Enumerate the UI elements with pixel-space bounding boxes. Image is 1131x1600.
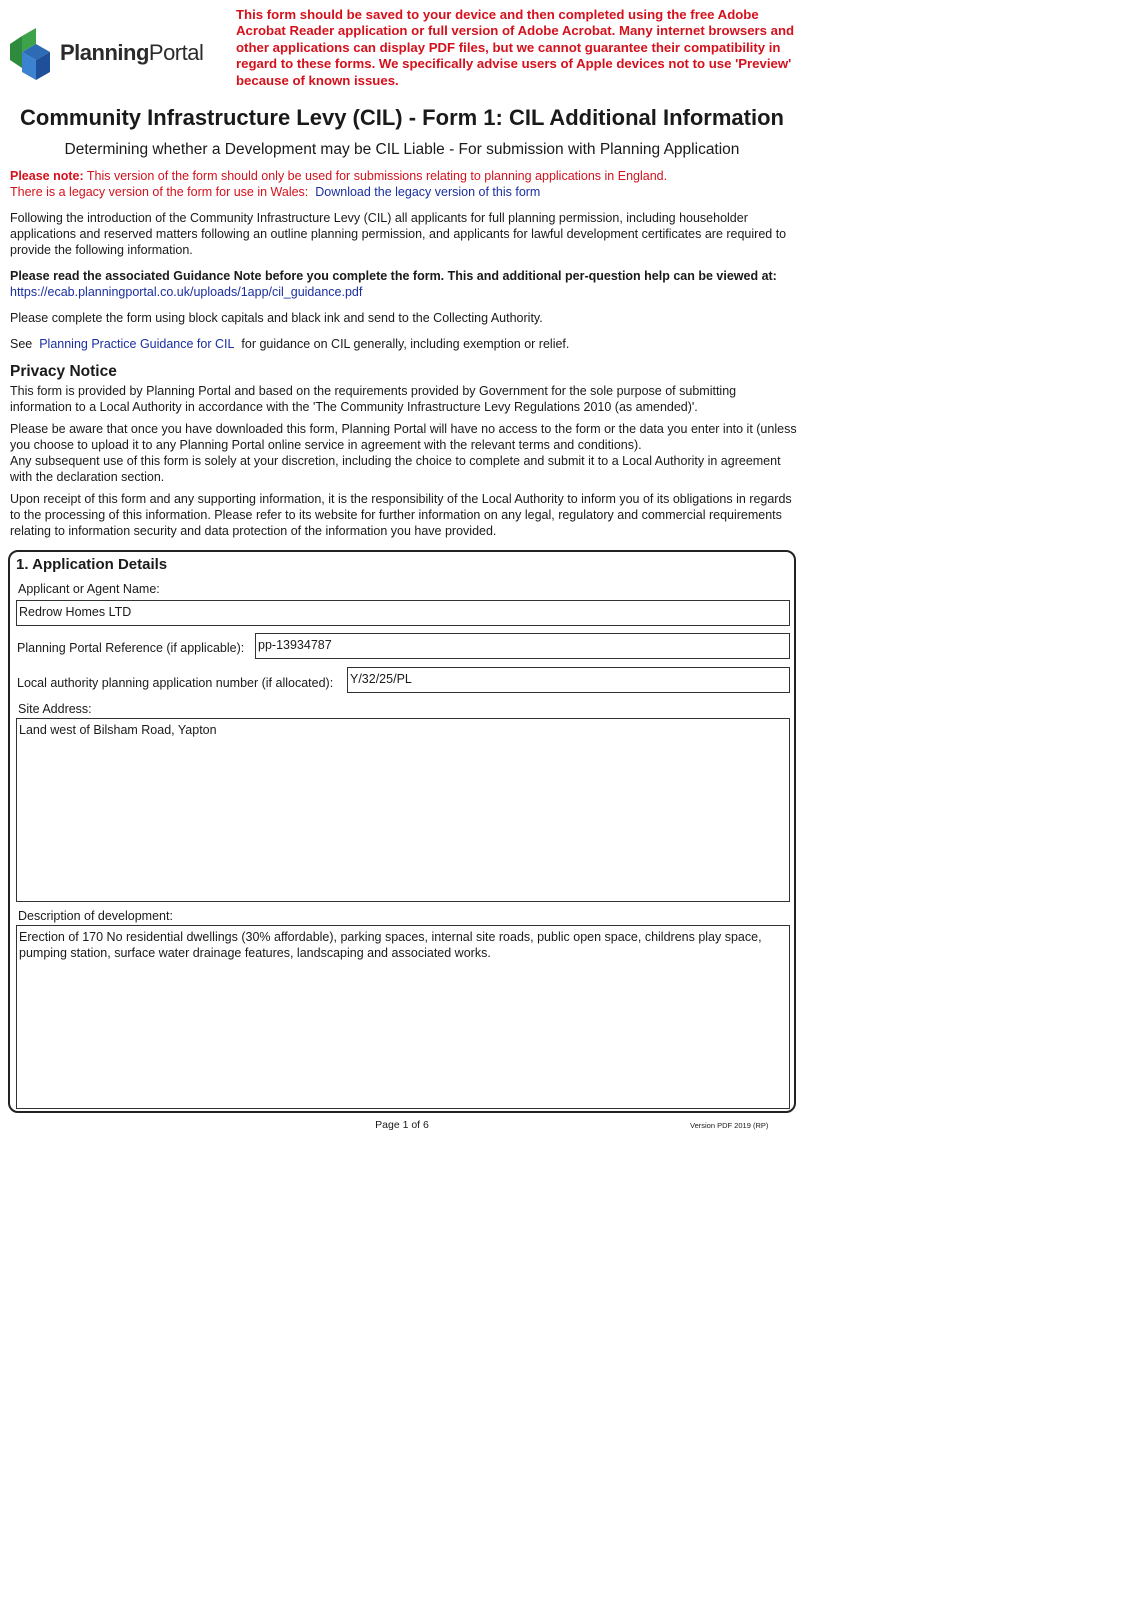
la-number-label: Local authority planning application number (if allocated): — [17, 676, 334, 690]
see-guidance-line — [10, 336, 800, 352]
privacy-p4: Upon receipt of this form and any supporting information, it is the responsibility of the Local Authority to inform you of its obligations in regards to the processing of this information. Please refer to its website for further information on any legal, regulatory and commercial requirements relating to information security and data protection of the information you have provided. — [10, 492, 792, 538]
legacy-form-link[interactable]: Download the legacy version of this form — [315, 185, 541, 199]
application-details-section — [8, 550, 796, 1113]
applicant-name-field[interactable]: Redrow Homes LTD — [16, 600, 790, 626]
portal-reference-field[interactable]: pp-13934787 — [255, 633, 790, 659]
block-capitals-instruction: Please complete the form using block capitals and black ink and send to the Collecting Authority. — [10, 311, 543, 325]
guidance-link[interactable]: https://ecab.planningportal.co.uk/uploads/1app/cil_guidance.pdf — [10, 285, 363, 299]
privacy-p3: Any subsequent use of this form is solely at your discretion, including the choice to complete and submit it to a Local Authority in agreement with the declaration section. — [10, 454, 781, 484]
description-field[interactable]: Erection of 170 No residential dwellings (30% affordable), parking spaces, internal site roads, public open space, childrens play space, pumping station, surface water drainage features, landscaping and associated works. — [16, 925, 790, 1109]
privacy-heading: Privacy Notice — [10, 363, 117, 380]
privacy-p1: This form is provided by Planning Portal and based on the requirements provided by Government for the sole purpose of submitting information to a Local Authority in accordance with the 'The Community Infrastructure Levy Regulations 2010 (as amended)'. — [10, 384, 737, 414]
guidance-text: Please read the associated Guidance Note before you complete the form. This and additional per-question help can be viewed at: — [10, 269, 777, 283]
note-text: This version of the form should only be used for submissions relating to planning applications in England. — [83, 169, 668, 183]
section-title: 1. Application Details — [16, 556, 168, 573]
practice-guidance-link[interactable]: Planning Practice Guidance for CIL — [39, 337, 235, 351]
see-suffix: for guidance on CIL generally, including exemption or relief. — [241, 337, 570, 351]
logo-wordmark: PlanningPortal — [60, 40, 204, 65]
page-number: Page 1 of 6 — [375, 1119, 429, 1131]
england-note — [10, 168, 667, 200]
note-label: Please note: — [10, 169, 84, 183]
privacy-p2: Please be aware that once you have downloaded this form, Planning Portal will have no access to the form or the data you enter into it (unless you choose to upload it to any Planning Portal online service in agreement with the relevant terms and conditions). — [10, 422, 797, 452]
portal-ref-label: Planning Portal Reference (if applicable): — [17, 641, 245, 655]
guidance-block — [10, 268, 800, 300]
description-label: Description of development: — [18, 909, 173, 923]
planning-portal-logo-icon — [10, 28, 54, 80]
form-title: Community Infrastructure Levy (CIL) - Form 1: CIL Additional Information — [20, 105, 784, 130]
applicant-label: Applicant or Agent Name: — [18, 582, 160, 596]
form-subtitle: Determining whether a Development may be CIL Liable - For submission with Planning Application — [64, 141, 740, 158]
wales-note: There is a legacy version of the form for use in Wales: — [10, 185, 309, 199]
site-address-field[interactable]: Land west of Bilsham Road, Yapton — [16, 718, 790, 902]
la-application-number-field[interactable]: Y/32/25/PL — [347, 667, 790, 693]
planning-portal-logo — [10, 28, 204, 80]
site-address-label: Site Address: — [18, 702, 92, 716]
see-prefix: See — [10, 337, 33, 351]
acrobat-warning: This form should be saved to your device and then completed using the free Adobe Acrobat Reader application or full version of Adobe Acrobat. Many internet browsers and other applications can display PDF files, but we cannot guarantee their compatibility in regard to these forms. We specifically advise users of Apple devices not to use 'Preview' because of known issues. — [236, 7, 795, 88]
version-label: Version PDF 2019 (RP) — [690, 1121, 769, 1130]
intro-paragraph: Following the introduction of the Community Infrastructure Levy (CIL) all applicants for full planning permission, including householder applications and reserved matters following an outline planning permission, and applicants for lawful development certificates are required to provide the following information. — [10, 211, 787, 257]
